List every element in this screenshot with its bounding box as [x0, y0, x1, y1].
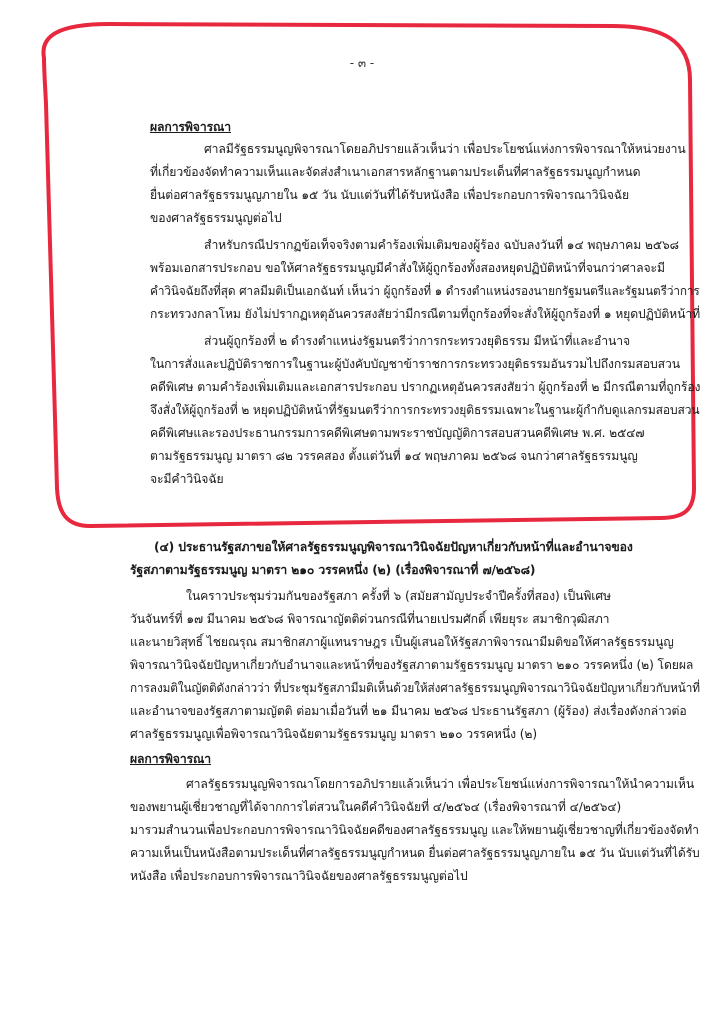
s1-p3-line: จึงสั่งให้ผู้ถูกร้องที่ ๒ หยุดปฏิบัติหน้าที่รัฐมนตรีว่าการกระทรวงยุติธรรมเฉพาะในฐานะผู้กำกับดูแลกรมสอบสวน [150, 403, 700, 417]
section-2-title-line: รัฐสภาตามรัฐธรรมนูญ มาตรา ๒๑๐ วรรคหนึ่ง (๒) (เรื่องพิจารณาที่ ๗/๒๕๖๘) [130, 563, 536, 577]
s2-p1-line: วันจันทร์ที่ ๑๗ มีนาคม ๒๕๖๘ พิจารณาญัตติด่วนกรณีที่นายเปรมศักดิ์ เพียยุระ สมาชิกวุฒิสภา [130, 612, 610, 626]
s2-p2-line: มารวมสำนวนเพื่อประกอบการพิจารณาวินิจฉัยคดีของศาลรัฐธรรมนูญ และให้พยานผู้เชี่ยวชาญที่เกี่ยวข้องจัดทำ [130, 823, 699, 837]
section-1-heading: ผลการพิจารณา [150, 120, 231, 134]
s1-p3-line: ตามรัฐธรรมนูญ มาตรา ๘๒ วรรคสอง ตั้งแต่วันที่ ๑๔ พฤษภาคม ๒๕๖๘ จนกว่าศาลรัฐธรรมนูญ [150, 449, 638, 463]
s1-p3-line: คดีพิเศษ ตามคำร้องเพิ่มเติมและเอกสารประกอบ ปรากฏเหตุอันควรสงสัยว่า ผู้ถูกร้องที่ ๒ มีกรณีตามที่ถูกร้อง [150, 380, 701, 394]
s2-p1-line: พิจารณาวินิจฉัยปัญหาเกี่ยวกับอำนาจและหน้าที่ของรัฐสภาตามรัฐธรรมนูญ มาตรา ๒๑๐ วรรคหนึ่ง (๒) โดยผล [130, 658, 694, 672]
s2-p2-line: ศาลรัฐธรรมนูญพิจารณาโดยการอภิปรายแล้วเห็นว่า เพื่อประโยชน์แห่งการพิจารณาให้นำความเห็น [186, 777, 695, 791]
s2-p1-line: และอำนาจของรัฐสภาตามญัตติ ต่อมาเมื่อวันที่ ๒๑ มีนาคม ๒๕๖๘ ประธานรัฐสภา (ผู้ร้อง) ส่งเรื่องดังกล่าวต่อ [130, 704, 687, 718]
s1-p2-line: พร้อมเอกสารประกอบ ขอให้ศาลรัฐธรรมนูญมีคำสั่งให้ผู้ถูกร้องทั้งสองหยุดปฏิบัติหน้าที่จนกว่าศาลจะมี [150, 261, 665, 275]
s1-p1-line: ศาลมีรัฐธรรมนูญพิจารณาโดยอภิปรายแล้วเห็นว่า เพื่อประโยชน์แห่งการพิจารณาให้หน่วยงาน [204, 142, 686, 156]
s1-p2-line: กระทรวงกลาโหม ยังไม่ปรากฏเหตุอันควรสงสัยว่ามีกรณีตามที่ถูกร้องที่จะสั่งให้ผู้ถูกร้องที่ ๑ หยุดปฏิบัติหน้าที่ [150, 307, 701, 321]
s2-p2-line: ของพยานผู้เชี่ยวชาญที่ได้จากการไต่สวนในคดีคำวินิจฉัยที่ ๔/๒๕๖๔ (เรื่องพิจารณาที่ ๔/๒๕๖๔) [130, 800, 622, 814]
s1-p1-line: ยื่นต่อศาลรัฐธรรมนูญภายใน ๑๕ วัน นับแต่วันที่ได้รับหนังสือ เพื่อประกอบการพิจารณาวินิจฉัย [150, 188, 630, 202]
s1-p3-line: ในการสั่งและปฏิบัติราชการในฐานะผู้บังคับบัญชาข้าราชการกระทรวงยุติธรรมอันรวมไปถึงกรมสอบสวน [150, 357, 680, 371]
section-2-heading: ผลการพิจารณา [130, 752, 211, 766]
s1-p3-line: ส่วนผู้ถูกร้องที่ ๒ ดำรงตำแหน่งรัฐมนตรีว่าการกระทรวงยุติธรรม มีหน้าที่และอำนาจ [204, 334, 631, 348]
s2-p2-line: หนังสือ เพื่อประกอบการพิจารณาวินิจฉัยของศาลรัฐธรรมนูญต่อไป [130, 869, 468, 883]
page-number: - ๓ - [349, 56, 375, 70]
s1-p2-line: คำวินิจฉัยถึงที่สุด ศาลมีมติเป็นเอกฉันท์ เห็นว่า ผู้ถูกร้องที่ ๑ ดำรงตำแหน่งรองนายกรัฐมนตรีและรัฐมนตรีว่าการ [150, 284, 700, 298]
s2-p1-line: การลงมติในญัตติดังกล่าวว่า ที่ประชุมรัฐสภามีมติเห็นด้วยให้ส่งศาลรัฐธรรมนูญพิจารณาวินิจฉัยปัญหาเกี่ยวกับหน้าที่ [130, 681, 700, 695]
s1-p3-line: คดีพิเศษและรองประธานกรรมการคดีพิเศษตามพระราชบัญญัติการสอบสวนคดีพิเศษ พ.ศ. ๒๕๔๗ [150, 426, 645, 440]
s2-p2-line: ความเห็นเป็นหนังสือตามประเด็นที่ศาลรัฐธรรมนูญกำหนด ยื่นต่อศาลรัฐธรรมนูญภายใน ๑๕ วัน นับแต่วันที่ได้รับ [130, 846, 700, 860]
s1-p2-line: สำหรับกรณีปรากฏข้อเท็จจริงตามคำร้องเพิ่มเติมของผู้ร้อง ฉบับลงวันที่ ๑๔ พฤษภาคม ๒๕๖๘ [204, 238, 679, 252]
s2-p1-line: ในคราวประชุมร่วมกันของรัฐสภา ครั้งที่ ๖ (สมัยสามัญประจำปีครั้งที่สอง) เป็นพิเศษ [186, 589, 611, 603]
s1-p1-line: ที่เกี่ยวข้องจัดทำความเห็นและจัดส่งสำเนาเอกสารหลักฐานตามประเด็นที่ศาลรัฐธรรมนูญกำหนด [150, 165, 641, 179]
s2-p1-line: ศาลรัฐธรรมนูญเพื่อพิจารณาวินิจฉัยตามรัฐธรรมนูญ มาตรา ๒๑๐ วรรคหนึ่ง (๒) [130, 727, 537, 741]
s1-p1-line: ของศาลรัฐธรรมนูญต่อไป [150, 211, 282, 225]
s1-p3-line: จะมีคำวินิจฉัย [150, 472, 224, 486]
s2-p1-line: และนายวิสุทธิ์ ไชยณรุณ สมาชิกสภาผู้แทนราษฎร เป็นผู้เสนอให้รัฐสภาพิจารณามีมติขอให้ศาลรัฐธรรมนูญ [130, 635, 674, 649]
section-2-title-line: (๔) ประธานรัฐสภาขอให้ศาลรัฐธรรมนูญพิจารณาวินิจฉัยปัญหาเกี่ยวกับหน้าที่และอำนาจของ [154, 540, 633, 554]
